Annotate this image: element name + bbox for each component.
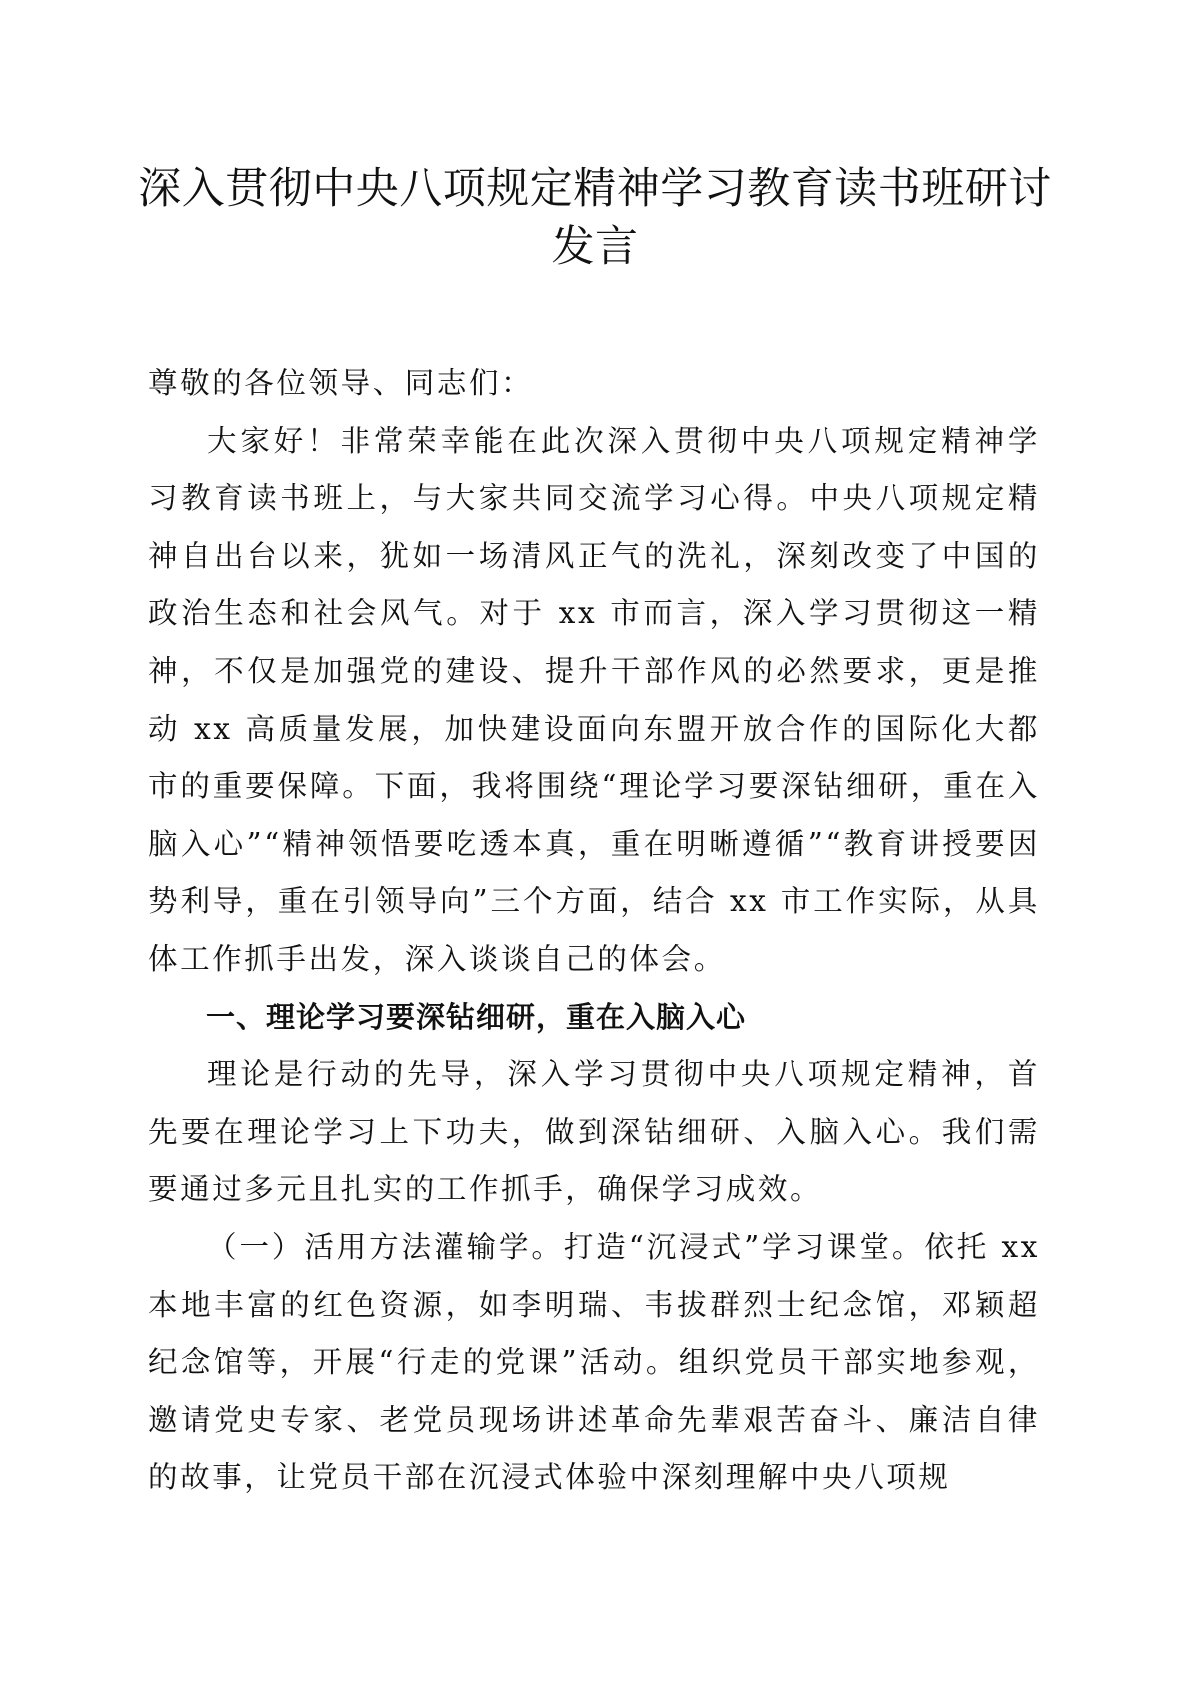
intro-paragraph: 大家好！非常荣幸能在此次深入贯彻中央八项规定精神学习教育读书班上，与大家共同交流学习心得。中央八项规定精神自出台以来，犹如一场清风正气的洗礼，深刻改变了中国的政治生态和社会风气。对于 xx 市而言，深入学习贯彻这一精神，不仅是加强党的建设、提升干部作风的必然要求，更是推动 xx 高质量发展，加快建设面向东盟开放合作的国际化大都市的重要保障。下面，我将围绕“理论学习要深钻细研，重在入脑入心”“精神领悟要吃透本真，重在明晰遵循”“教育讲授要因势利导，重在引领导向”三个方面，结合 xx 市工作实际，从具体工作抓手出发，深入谈谈自己的体会。	[148, 423, 1040, 976]
document-title: 深入贯彻中央八项规定精神学习教育读书班研讨发言	[138, 164, 1052, 272]
section-heading: 一、理论学习要深钻细研，重在入脑入心	[206, 999, 747, 1034]
salutation: 尊敬的各位领导、同志们：	[148, 366, 534, 400]
section-item-paragraph: （一）活用方法灌输学。打造“沉浸式”学习课堂。依托 xx 本地丰富的红色资源，如李明瑞、韦拔群烈士纪念馆，邓颖超纪念馆等，开展“行走的党课”活动。组织党员干部实地参观，邀请党史专家、老党员现场讲述革命先辈艰苦奋斗、廉洁自律的故事，让党员干部在沉浸式体验中深刻理解中央八项规	[148, 1229, 1040, 1495]
section-intro-paragraph: 理论是行动的先导，深入学习贯彻中央八项规定精神，首先要在理论学习上下功夫，做到深钻细研、入脑入心。我们需要通过多元且扎实的工作抓手，确保学习成效。	[148, 1057, 1040, 1207]
document-body	[148, 355, 1040, 1507]
